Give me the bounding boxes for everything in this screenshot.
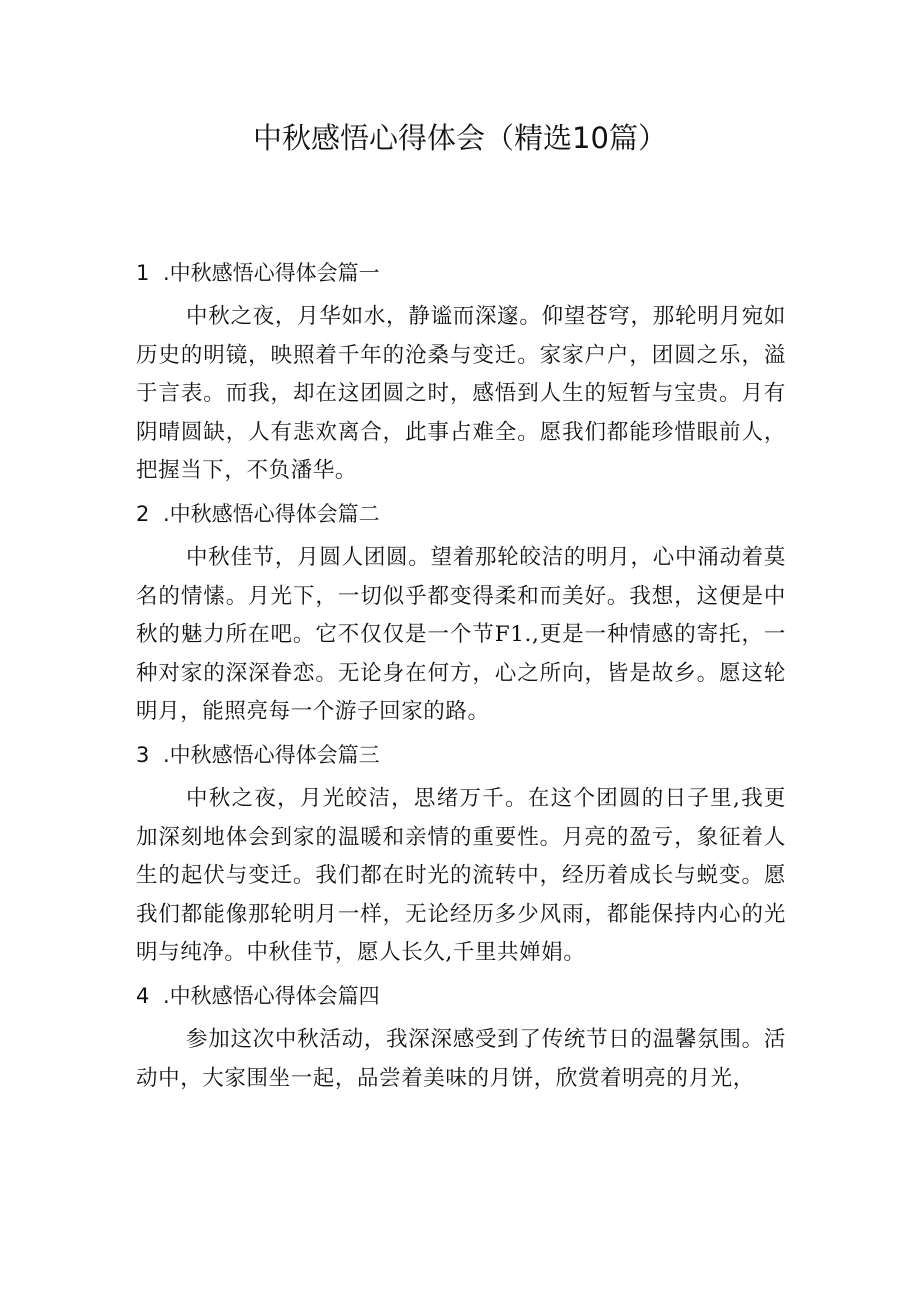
- section-title: .中秋感悟心得体会篇一: [163, 261, 380, 285]
- section-paragraph-4: 参加这次中秋活动，我深深感受到了传统节日的温馨氛围。活动中，大家围坐一起，品尝着美味的月饼，欣赏着明亮的月光，: [136, 1026, 786, 1091]
- section-number: 2: [136, 501, 150, 526]
- section-heading-1: [136, 254, 786, 292]
- section-heading-4: [136, 977, 786, 1015]
- section-title: .中秋感悟心得体会篇三: [163, 742, 380, 767]
- section-number: 1: [136, 261, 150, 285]
- section-heading-2: [136, 495, 786, 533]
- section-title: .中秋感悟心得体会篇二: [163, 501, 380, 526]
- section-paragraph-1: 中秋之夜，月华如水，静谧而深邃。仰望苍穹，那轮明月宛如历史的明镜，映照着千年的沧桑与变迁。家家户户，团圆之乐，溢于言表。而我，却在这团圆之时，感悟到人生的短暂与宝贵。月有阴晴圆缺，人有悲欢离合，此事占难全。愿我们都能珍惜眼前人，把握当下，不负潘华。: [136, 304, 786, 484]
- document-body: [136, 254, 786, 1102]
- section-number: 4: [136, 983, 150, 1008]
- document-title: 中秋感悟心得体会（精选10篇）: [253, 121, 667, 155]
- section-heading-3: [136, 736, 786, 774]
- section-title: .中秋感悟心得体会篇四: [163, 983, 380, 1008]
- section-paragraph-3: 中秋之夜，月光皎洁，思绪万千。在这个团圆的日子里,我更加深刻地体会到家的温暖和亲情的重要性。月亮的盈亏，象征着人生的起伏与变迁。我们都在时光的流转中，经历着成长与蜕变。愿我们都能像那轮明月一样，无论经历多少风雨，都能保持内心的光明与纯净。中秋佳节，愿人长久,千里共婵娟。: [136, 785, 786, 966]
- section-number: 3: [136, 742, 150, 767]
- section-paragraph-2: 中秋佳节，月圆人团圆。望着那轮皎洁的明月，心中涌动着莫名的情愫。月光下，一切似乎都变得柔和而美好。我想，这便是中秋的魅力所在吧。它不仅仅是一个节F1.,更是一种情感的寄托，一种对家的深深眷恋。无论身在何方，心之所向，皆是故乡。愿这轮明月，能照亮每一个游子回家的路。: [136, 544, 786, 725]
